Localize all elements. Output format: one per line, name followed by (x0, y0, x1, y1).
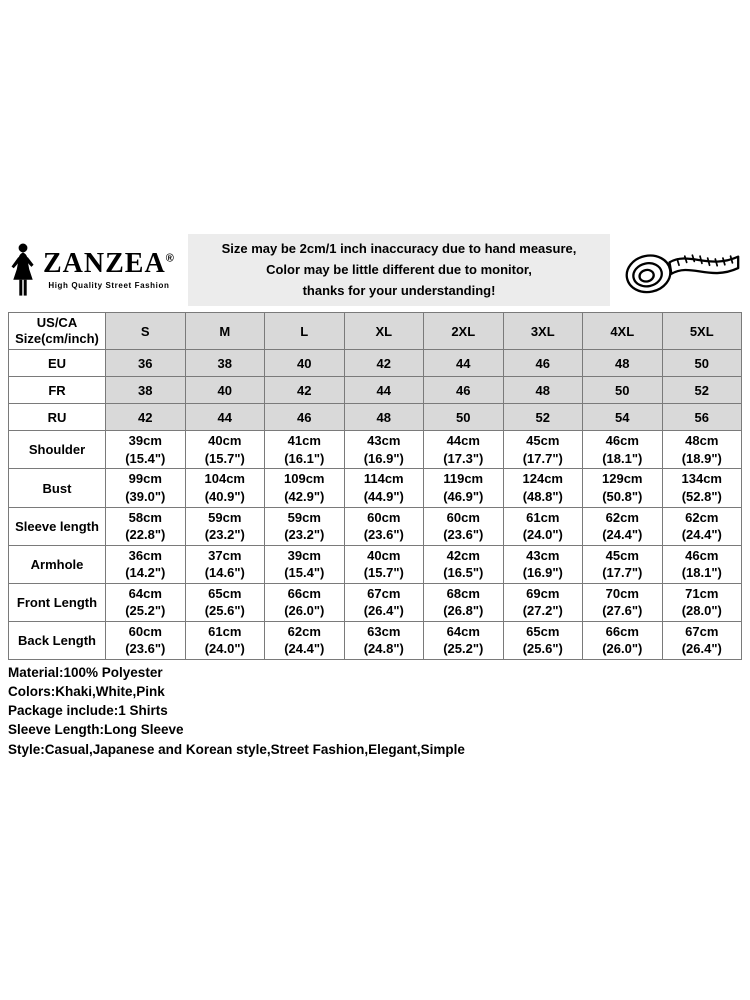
measure-cell (662, 583, 742, 621)
inch-value: (26.0") (602, 641, 643, 657)
inch-value: (16.9") (522, 565, 563, 581)
measure-cell (265, 583, 345, 621)
table-row-ru (9, 404, 742, 431)
measure-cell (106, 507, 186, 545)
measure-cell (583, 621, 663, 659)
inch-value: (18.9") (681, 450, 722, 466)
cm-value: 39cm (287, 547, 321, 563)
inch-value: (42.9") (284, 489, 325, 505)
cm-value: 45cm (526, 433, 560, 449)
size-value-cell: 40 (265, 350, 345, 377)
measure-cell (424, 431, 504, 469)
size-value-cell: 44 (344, 377, 424, 404)
measure-cell (503, 545, 583, 583)
size-value-cell: 42 (106, 404, 186, 431)
table-row-front-length (9, 583, 742, 621)
cm-value: 104cm (204, 471, 245, 487)
measure-cell (106, 583, 186, 621)
inch-value: (46.9") (443, 489, 484, 505)
size-value-cell: 52 (503, 404, 583, 431)
inch-value: (27.2") (522, 603, 563, 619)
inch-value: (25.2") (443, 641, 484, 657)
cm-value: 70cm (605, 585, 639, 601)
cm-value: 61cm (526, 509, 560, 525)
size-value-cell: 42 (265, 377, 345, 404)
row-label: Front Length (9, 583, 106, 621)
inch-value: (14.2") (125, 565, 166, 581)
brand-logo (8, 240, 180, 300)
measure-cell (583, 583, 663, 621)
size-value-cell: 40 (185, 377, 265, 404)
inch-value: (22.8") (125, 527, 166, 543)
cm-value: 37cm (208, 547, 242, 563)
cm-value: 59cm (287, 509, 321, 525)
inch-value: (15.7") (204, 450, 245, 466)
size-value-cell: 46 (503, 350, 583, 377)
measure-cell (424, 469, 504, 507)
cm-value: 68cm (446, 585, 480, 601)
measure-cell (344, 431, 424, 469)
cm-value: 124cm (522, 471, 563, 487)
product-detail-line: Sleeve Length:Long Sleeve (8, 722, 184, 738)
cm-value: 69cm (526, 585, 560, 601)
notice-line: Size may be 2cm/1 inch inaccuracy due to hand measure, (221, 241, 577, 256)
inch-value: (24.4") (602, 527, 643, 543)
cm-value: 40cm (367, 547, 401, 563)
measure-cell (185, 583, 265, 621)
inch-value: (15.4") (125, 450, 166, 466)
inch-value: (24.4") (284, 641, 325, 657)
measure-cell (265, 621, 345, 659)
inch-value: (16.1") (284, 450, 325, 466)
corner-label (9, 313, 106, 350)
cm-value: 62cm (685, 509, 719, 525)
measure-cell (344, 469, 424, 507)
cm-value: 60cm (128, 623, 162, 639)
inch-value: (17.3") (443, 450, 484, 466)
inch-value: (25.6") (522, 641, 563, 657)
row-label: EU (9, 350, 106, 377)
size-value-cell: 50 (424, 404, 504, 431)
cm-value: 42cm (446, 547, 480, 563)
size-value-cell: 44 (185, 404, 265, 431)
measure-cell (424, 583, 504, 621)
size-value-cell: 54 (583, 404, 663, 431)
size-value-cell: 50 (583, 377, 663, 404)
inch-value: (40.9") (204, 489, 245, 505)
inch-value: (24.0") (522, 527, 563, 543)
brand-word: ZANZEA (43, 248, 166, 280)
size-value-cell: 36 (106, 350, 186, 377)
product-detail-line: Style:Casual,Japanese and Korean style,Street Fashion,Elegant,Simple (8, 741, 465, 757)
cm-value: 40cm (208, 433, 242, 449)
cm-value: 67cm (685, 623, 719, 639)
inch-value: (48.8") (522, 489, 563, 505)
measure-cell (185, 507, 265, 545)
cm-value: 109cm (284, 471, 325, 487)
notice-line: thanks for your understanding! (302, 282, 496, 298)
measure-cell (662, 621, 742, 659)
size-value-cell: 38 (185, 350, 265, 377)
measure-cell (344, 621, 424, 659)
cm-value: 48cm (685, 433, 719, 449)
inch-value: (25.2") (125, 603, 166, 619)
size-column-header: 5XL (662, 313, 742, 350)
size-value-cell: 46 (265, 404, 345, 431)
measure-cell (424, 621, 504, 659)
measure-cell (662, 507, 742, 545)
measure-cell (583, 469, 663, 507)
measure-cell (662, 469, 742, 507)
size-column-header: M (185, 313, 265, 350)
size-value-cell: 50 (662, 350, 742, 377)
size-table (8, 312, 742, 660)
cm-value: 59cm (208, 509, 242, 525)
measure-cell (185, 621, 265, 659)
measure-cell (583, 507, 663, 545)
inch-value: (18.1") (602, 450, 643, 466)
inch-value: (17.7") (522, 450, 563, 466)
size-value-cell: 46 (424, 377, 504, 404)
measure-cell (583, 545, 663, 583)
measure-cell (424, 507, 504, 545)
notice-line: Color may be little different due to monitor, (266, 261, 532, 277)
size-column-header: S (106, 313, 186, 350)
cm-value: 39cm (128, 433, 162, 449)
inch-value: (39.0") (125, 489, 166, 505)
cm-value: 36cm (128, 547, 162, 563)
measure-cell (185, 469, 265, 507)
measure-cell (503, 469, 583, 507)
measure-cell (424, 545, 504, 583)
measure-cell (185, 431, 265, 469)
corner-label-line2: Size(cm/inch) (15, 331, 99, 347)
size-column-header: 2XL (424, 313, 504, 350)
cm-value: 119cm (443, 471, 484, 487)
cm-value: 134cm (681, 471, 722, 487)
measure-cell (106, 431, 186, 469)
inch-value: (15.7") (363, 565, 404, 581)
brand-tagline: High Quality Street Fashion (48, 281, 170, 291)
logo-text (43, 250, 175, 290)
measure-cell (662, 545, 742, 583)
inch-value: (25.6") (204, 603, 245, 619)
product-details (8, 660, 742, 759)
size-value-cell: 56 (662, 404, 742, 431)
product-detail-line: Colors:Khaki,White,Pink (8, 684, 165, 700)
measure-cell (185, 545, 265, 583)
cm-value: 67cm (367, 585, 401, 601)
cm-value: 61cm (208, 623, 242, 639)
size-column-header: 3XL (503, 313, 583, 350)
measure-cell (265, 469, 345, 507)
corner-label-line1: US/CA (36, 314, 78, 330)
measure-cell (344, 583, 424, 621)
cm-value: 71cm (685, 585, 719, 601)
table-row-armhole (9, 545, 742, 583)
measure-cell (503, 621, 583, 659)
product-detail-line: Package include:1 Shirts (8, 703, 168, 719)
size-column-header: L (265, 313, 345, 350)
inch-value: (23.6") (363, 527, 404, 543)
size-value-cell: 38 (106, 377, 186, 404)
cm-value: 43cm (526, 547, 560, 563)
cm-value: 44cm (446, 433, 480, 449)
cm-value: 99cm (128, 471, 162, 487)
row-label: RU (9, 404, 106, 431)
row-label: Shoulder (9, 431, 106, 469)
inch-value: (17.7") (602, 565, 643, 581)
cm-value: 46cm (685, 547, 719, 563)
measuring-tape-icon (618, 239, 742, 301)
cm-value: 60cm (367, 509, 401, 525)
cm-value: 65cm (208, 585, 242, 601)
cm-value: 43cm (367, 433, 401, 449)
table-row-fr (9, 377, 742, 404)
row-label: Sleeve length (9, 507, 106, 545)
table-row-back-length (9, 621, 742, 659)
measure-cell (503, 583, 583, 621)
cm-value: 114cm (363, 471, 404, 487)
inch-value: (18.1") (681, 565, 722, 581)
measure-cell (106, 469, 186, 507)
measure-cell (106, 545, 186, 583)
row-label: FR (9, 377, 106, 404)
cm-value: 66cm (605, 623, 639, 639)
measure-cell (106, 621, 186, 659)
inch-value: (26.0") (284, 603, 325, 619)
table-header-row (9, 313, 742, 350)
cm-value: 65cm (526, 623, 560, 639)
inch-value: (16.9") (363, 450, 404, 466)
registered-mark: ® (165, 252, 175, 265)
inch-value: (26.4") (681, 641, 722, 657)
inch-value: (23.6") (125, 641, 166, 657)
size-value-cell: 48 (503, 377, 583, 404)
inch-value: (44.9") (363, 489, 404, 505)
cm-value: 45cm (605, 547, 639, 563)
inch-value: (26.4") (363, 603, 404, 619)
cm-value: 60cm (446, 509, 480, 525)
cm-value: 62cm (605, 509, 639, 525)
inch-value: (24.4") (681, 527, 722, 543)
measure-cell (265, 545, 345, 583)
cm-value: 64cm (446, 623, 480, 639)
inch-value: (26.8") (443, 603, 484, 619)
table-row-bust (9, 469, 742, 507)
inch-value: (27.6") (602, 603, 643, 619)
size-column-header: 4XL (583, 313, 663, 350)
fashion-woman-icon (8, 240, 38, 300)
measure-cell (583, 431, 663, 469)
inch-value: (16.5") (443, 565, 484, 581)
inch-value: (14.6") (204, 565, 245, 581)
cm-value: 63cm (367, 623, 401, 639)
measure-cell (344, 507, 424, 545)
table-row-eu (9, 350, 742, 377)
product-detail-line: Material:100% Polyester (8, 664, 163, 680)
measure-cell (344, 545, 424, 583)
table-row-shoulder (9, 431, 742, 469)
inch-value: (24.0") (204, 641, 245, 657)
inch-value: (50.8") (602, 489, 643, 505)
cm-value: 46cm (605, 433, 639, 449)
inch-value: (52.8") (681, 489, 722, 505)
measure-cell (265, 507, 345, 545)
inch-value: (23.2") (204, 527, 245, 543)
inch-value: (15.4") (284, 565, 325, 581)
measure-cell (503, 431, 583, 469)
size-value-cell: 48 (344, 404, 424, 431)
header (0, 234, 750, 312)
cm-value: 62cm (287, 623, 321, 639)
brand-name (43, 250, 175, 278)
cm-value: 129cm (602, 471, 643, 487)
size-column-header: XL (344, 313, 424, 350)
inch-value: (28.0") (681, 603, 722, 619)
cm-value: 41cm (287, 433, 321, 449)
measure-cell (503, 507, 583, 545)
measure-cell (662, 431, 742, 469)
cm-value: 58cm (128, 509, 162, 525)
measurement-notice (188, 234, 610, 306)
cm-value: 64cm (128, 585, 162, 601)
measure-cell (265, 431, 345, 469)
size-value-cell: 52 (662, 377, 742, 404)
inch-value: (23.6") (443, 527, 484, 543)
row-label: Armhole (9, 545, 106, 583)
row-label: Back Length (9, 621, 106, 659)
row-label: Bust (9, 469, 106, 507)
cm-value: 66cm (287, 585, 321, 601)
size-value-cell: 42 (344, 350, 424, 377)
size-value-cell: 44 (424, 350, 504, 377)
inch-value: (23.2") (284, 527, 325, 543)
inch-value: (24.8") (363, 641, 404, 657)
size-value-cell: 48 (583, 350, 663, 377)
table-row-sleeve-length (9, 507, 742, 545)
